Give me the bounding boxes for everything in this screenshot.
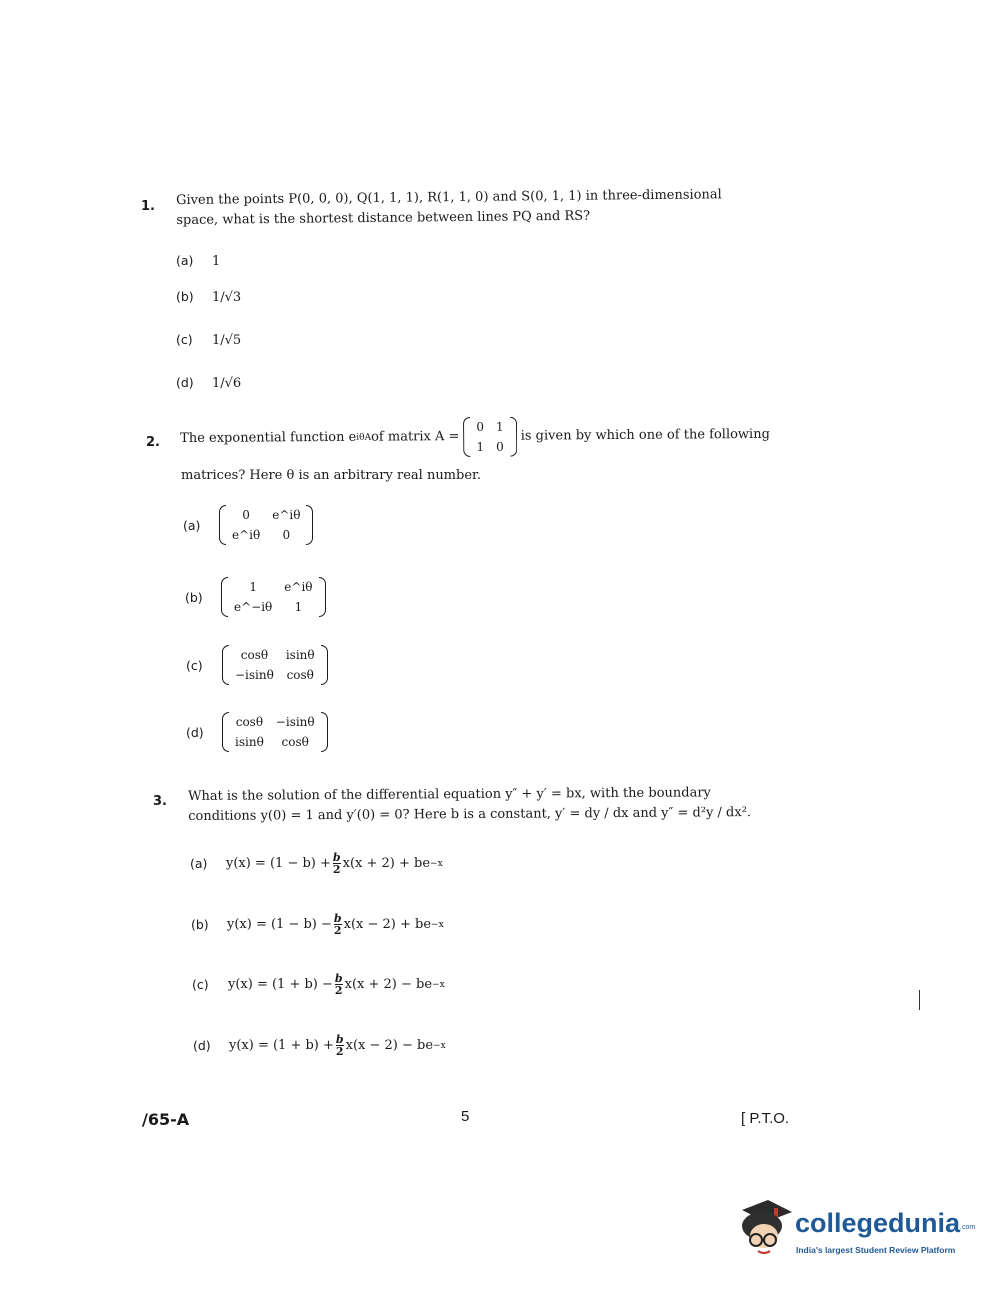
option-text: 1/√6 bbox=[212, 376, 242, 391]
matrix-cell: −isinθ bbox=[235, 668, 274, 682]
denominator: 2 bbox=[333, 924, 342, 937]
collegedunia-mascot-icon bbox=[734, 1196, 794, 1258]
option-pre: y(x) = (1 − b) − bbox=[227, 917, 332, 932]
fraction bbox=[336, 1034, 344, 1057]
q1-option-b bbox=[176, 289, 241, 305]
option-label: (b) bbox=[185, 589, 203, 605]
q1-line1: Given the points P(0, 0, 0), Q(1, 1, 1), R(1, 1, 0) and S(0, 1, 1) in three-dimensional bbox=[176, 187, 722, 208]
pto-label: [ P.T.O. bbox=[741, 1110, 790, 1127]
q3-number: 3. bbox=[153, 794, 167, 809]
option-label: (b) bbox=[176, 289, 194, 304]
option-exp: −x bbox=[430, 858, 443, 869]
matrix-cell: 1 bbox=[249, 580, 257, 594]
option-label: (b) bbox=[191, 917, 209, 932]
option-post: x(x + 2) − be bbox=[344, 977, 433, 992]
matrix-a bbox=[463, 417, 517, 457]
q3-option-c bbox=[192, 973, 445, 996]
option-label: (d) bbox=[176, 375, 194, 390]
option-matrix bbox=[222, 712, 328, 752]
denominator: 2 bbox=[332, 863, 341, 876]
matrix-cell: −isinθ bbox=[275, 715, 315, 729]
option-matrix bbox=[219, 505, 313, 545]
option-label: (c) bbox=[176, 332, 193, 347]
fraction bbox=[335, 973, 343, 996]
q2-exp: iθA bbox=[356, 432, 372, 443]
matrix-cell: cosθ bbox=[281, 735, 309, 749]
brand-name: collegedunia bbox=[795, 1208, 961, 1238]
matrix-cell: cosθ bbox=[235, 715, 264, 729]
option-label: (c) bbox=[186, 657, 203, 673]
q3-option-d bbox=[193, 1034, 446, 1057]
q2-post: is given by which one of the following bbox=[520, 426, 770, 444]
page-number: 5 bbox=[461, 1108, 470, 1125]
numerator: b bbox=[334, 972, 343, 985]
q2-line1 bbox=[180, 415, 770, 459]
q1-line2: space, what is the shortest distance between lines PQ and RS? bbox=[176, 208, 591, 228]
q2-option-b bbox=[185, 577, 326, 617]
matrix-cell: 0 bbox=[496, 439, 504, 454]
q1-option-c bbox=[176, 332, 241, 348]
matrix-cell: 0 bbox=[476, 419, 485, 434]
numerator: b bbox=[333, 912, 342, 925]
q1-number: 1. bbox=[141, 199, 155, 214]
option-post: x(x − 2) + be bbox=[343, 917, 432, 932]
q2-option-d bbox=[186, 712, 328, 752]
numerator: b bbox=[332, 851, 341, 864]
matrix-cell: 1 bbox=[476, 439, 485, 454]
option-label: (d) bbox=[193, 1038, 211, 1053]
q1-option-a bbox=[176, 253, 220, 269]
numerator: b bbox=[335, 1033, 344, 1046]
paper-code: /65-A bbox=[142, 1110, 190, 1129]
option-label: (a) bbox=[183, 517, 201, 533]
option-post: x(x − 2) − be bbox=[345, 1038, 434, 1053]
matrix-cell: 1 bbox=[294, 600, 303, 614]
brand-tagline: India's largest Student Review Platform bbox=[796, 1245, 956, 1255]
option-post: x(x + 2) + be bbox=[342, 856, 431, 871]
option-pre: y(x) = (1 − b) + bbox=[226, 856, 331, 871]
denominator: 2 bbox=[334, 984, 343, 997]
q2-option-a bbox=[183, 505, 313, 545]
option-exp: −x bbox=[431, 919, 444, 930]
q2-pre: The exponential function e bbox=[180, 429, 357, 446]
option-label: (d) bbox=[186, 724, 204, 740]
option-text: 1/√3 bbox=[212, 290, 242, 305]
matrix-cell: cosθ bbox=[240, 648, 269, 662]
option-text: 1/√5 bbox=[212, 333, 242, 348]
q3-line2: conditions y(0) = 1 and y′(0) = 0? Here b is a constant, y′ = dy / dx and y″ = d²y / dx². bbox=[188, 805, 752, 824]
margin-mark bbox=[919, 990, 920, 1010]
matrix-cell: e^iθ bbox=[272, 508, 301, 522]
matrix-cell: isinθ bbox=[235, 735, 264, 749]
q3-option-a bbox=[190, 852, 443, 875]
matrix-cell: 0 bbox=[242, 508, 250, 522]
q2-option-c bbox=[186, 645, 328, 685]
q2-number: 2. bbox=[146, 435, 160, 450]
option-pre: y(x) = (1 + b) − bbox=[228, 977, 333, 992]
option-pre: y(x) = (1 + b) + bbox=[229, 1038, 334, 1053]
option-label: (a) bbox=[190, 856, 208, 871]
option-matrix bbox=[221, 577, 326, 617]
fraction bbox=[333, 852, 341, 875]
option-exp: −x bbox=[432, 979, 445, 990]
denominator: 2 bbox=[335, 1045, 344, 1058]
brand-suffix: .com bbox=[960, 1224, 976, 1231]
q3-text bbox=[188, 783, 751, 827]
matrix-cell: e^iθ bbox=[284, 580, 313, 594]
fraction bbox=[334, 913, 342, 936]
q2-mid: of matrix A = bbox=[371, 429, 460, 445]
q1-text bbox=[176, 185, 722, 231]
matrix-cell: 1 bbox=[495, 419, 504, 434]
option-text: 1 bbox=[212, 254, 221, 269]
option-label: (a) bbox=[176, 253, 194, 268]
brand-logo bbox=[795, 1208, 975, 1239]
option-matrix bbox=[222, 645, 328, 685]
q3-line1: What is the solution of the differential equation y″ + y′ = bx, with the boundary bbox=[188, 785, 711, 804]
matrix-cell: e^iθ bbox=[232, 528, 261, 542]
matrix-cell: 0 bbox=[282, 528, 291, 542]
matrix-cell: cosθ bbox=[286, 668, 314, 682]
matrix-cell: e^−iθ bbox=[234, 600, 273, 614]
q3-option-b bbox=[191, 913, 444, 936]
q2-line2: matrices? Here θ is an arbitrary real number. bbox=[181, 468, 481, 483]
option-exp: −x bbox=[433, 1040, 446, 1051]
q1-option-d bbox=[176, 375, 241, 391]
matrix-cell: isinθ bbox=[285, 648, 315, 662]
option-label: (c) bbox=[192, 977, 209, 992]
